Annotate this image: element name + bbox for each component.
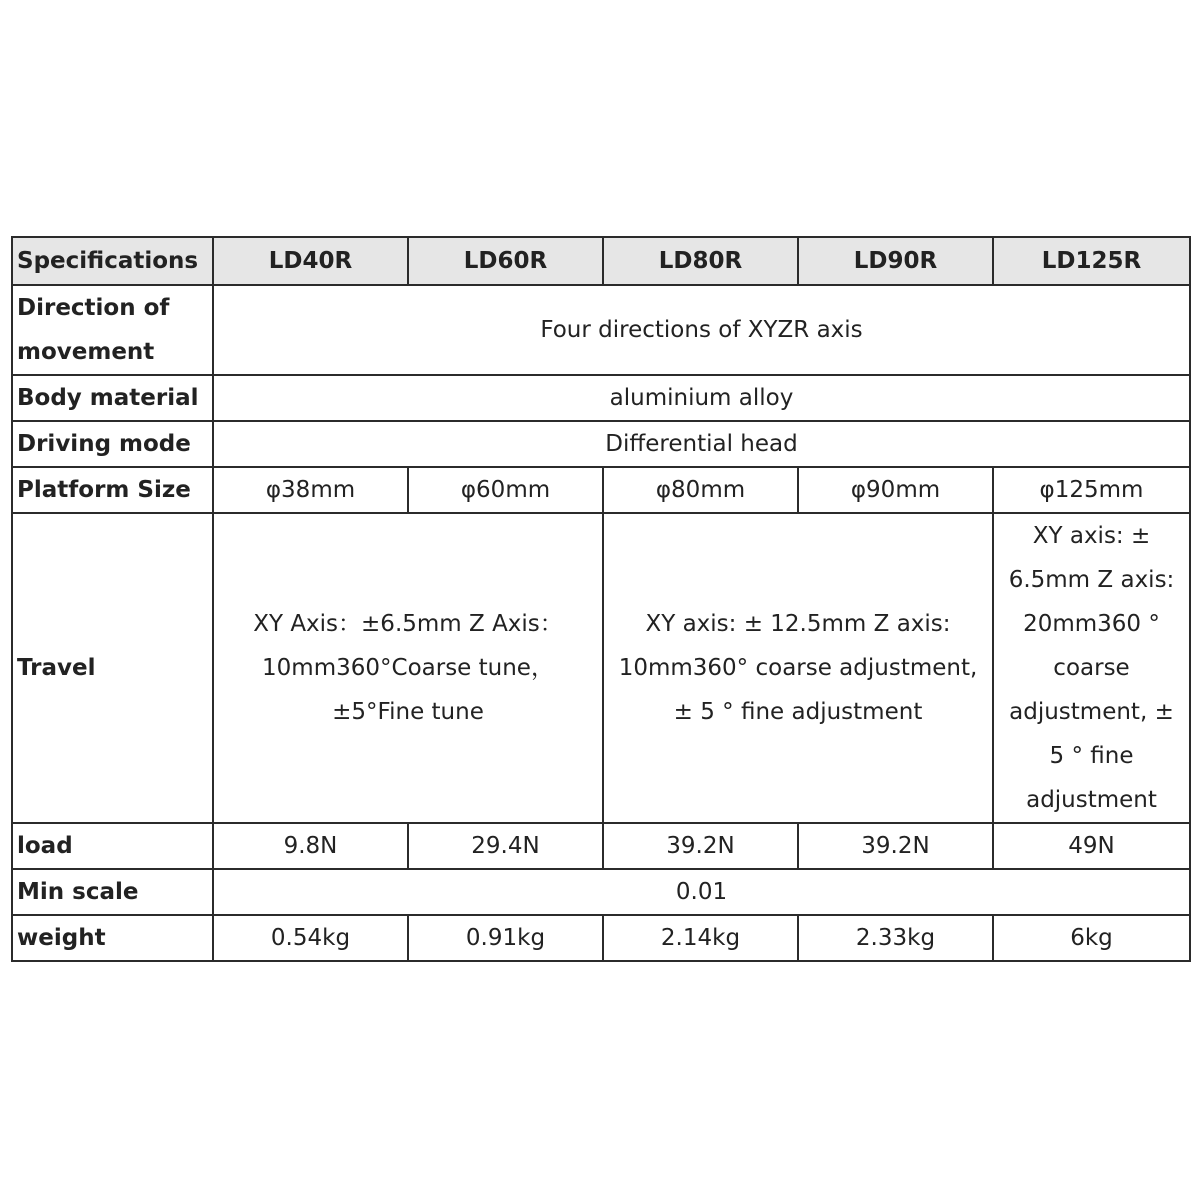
value-weight-ld90r: 2.33kg xyxy=(798,915,993,961)
value-platform-ld80r: φ80mm xyxy=(603,467,798,513)
header-ld60r: LD60R xyxy=(408,237,603,285)
value-weight-ld80r: 2.14kg xyxy=(603,915,798,961)
header-ld80r: LD80R xyxy=(603,237,798,285)
value-platform-ld125r: φ125mm xyxy=(993,467,1190,513)
header-ld90r: LD90R xyxy=(798,237,993,285)
value-load-ld40r: 9.8N xyxy=(213,823,408,869)
header-ld125r: LD125R xyxy=(993,237,1190,285)
row-direction xyxy=(12,285,1190,375)
row-weight xyxy=(12,915,1190,961)
row-travel xyxy=(12,513,1190,823)
value-platform-ld60r: φ60mm xyxy=(408,467,603,513)
value-weight-ld125r: 6kg xyxy=(993,915,1190,961)
value-weight-ld60r: 0.91kg xyxy=(408,915,603,961)
label-driving-mode: Driving mode xyxy=(12,421,213,467)
value-load-ld90r: 39.2N xyxy=(798,823,993,869)
value-travel-ld125r: XY axis: ± 6.5mm Z axis: 20mm360 ° coarse adjustment, ± 5 ° fine adjustment xyxy=(993,513,1190,823)
header-row xyxy=(12,237,1190,285)
value-min-scale: 0.01 xyxy=(213,869,1190,915)
value-weight-ld40r: 0.54kg xyxy=(213,915,408,961)
value-load-ld60r: 29.4N xyxy=(408,823,603,869)
label-weight: weight xyxy=(12,915,213,961)
value-travel-ld40r-ld60r: XY Axis：±6.5mm Z Axis： 10mm360°Coarse tune， ±5°Fine tune xyxy=(213,513,603,823)
value-load-ld125r: 49N xyxy=(993,823,1190,869)
label-min-scale: Min scale xyxy=(12,869,213,915)
row-min-scale xyxy=(12,869,1190,915)
value-travel-ld80r-ld90r: XY axis: ± 12.5mm Z axis: 10mm360° coarse adjustment, ± 5 ° fine adjustment xyxy=(603,513,993,823)
value-direction: Four directions of XYZR axis xyxy=(213,285,1190,375)
row-load xyxy=(12,823,1190,869)
row-driving-mode xyxy=(12,421,1190,467)
value-load-ld80r: 39.2N xyxy=(603,823,798,869)
value-platform-ld40r: φ38mm xyxy=(213,467,408,513)
label-platform-size: Platform Size xyxy=(12,467,213,513)
label-travel: Travel xyxy=(12,513,213,823)
value-platform-ld90r: φ90mm xyxy=(798,467,993,513)
row-platform-size xyxy=(12,467,1190,513)
specifications-table xyxy=(11,236,1191,962)
value-driving-mode: Differential head xyxy=(213,421,1190,467)
header-ld40r: LD40R xyxy=(213,237,408,285)
label-load: load xyxy=(12,823,213,869)
value-body-material: aluminium alloy xyxy=(213,375,1190,421)
label-body-material: Body material xyxy=(12,375,213,421)
header-specifications: Specifications xyxy=(12,237,213,285)
label-direction: Direction of movement xyxy=(12,285,213,375)
row-body-material xyxy=(12,375,1190,421)
